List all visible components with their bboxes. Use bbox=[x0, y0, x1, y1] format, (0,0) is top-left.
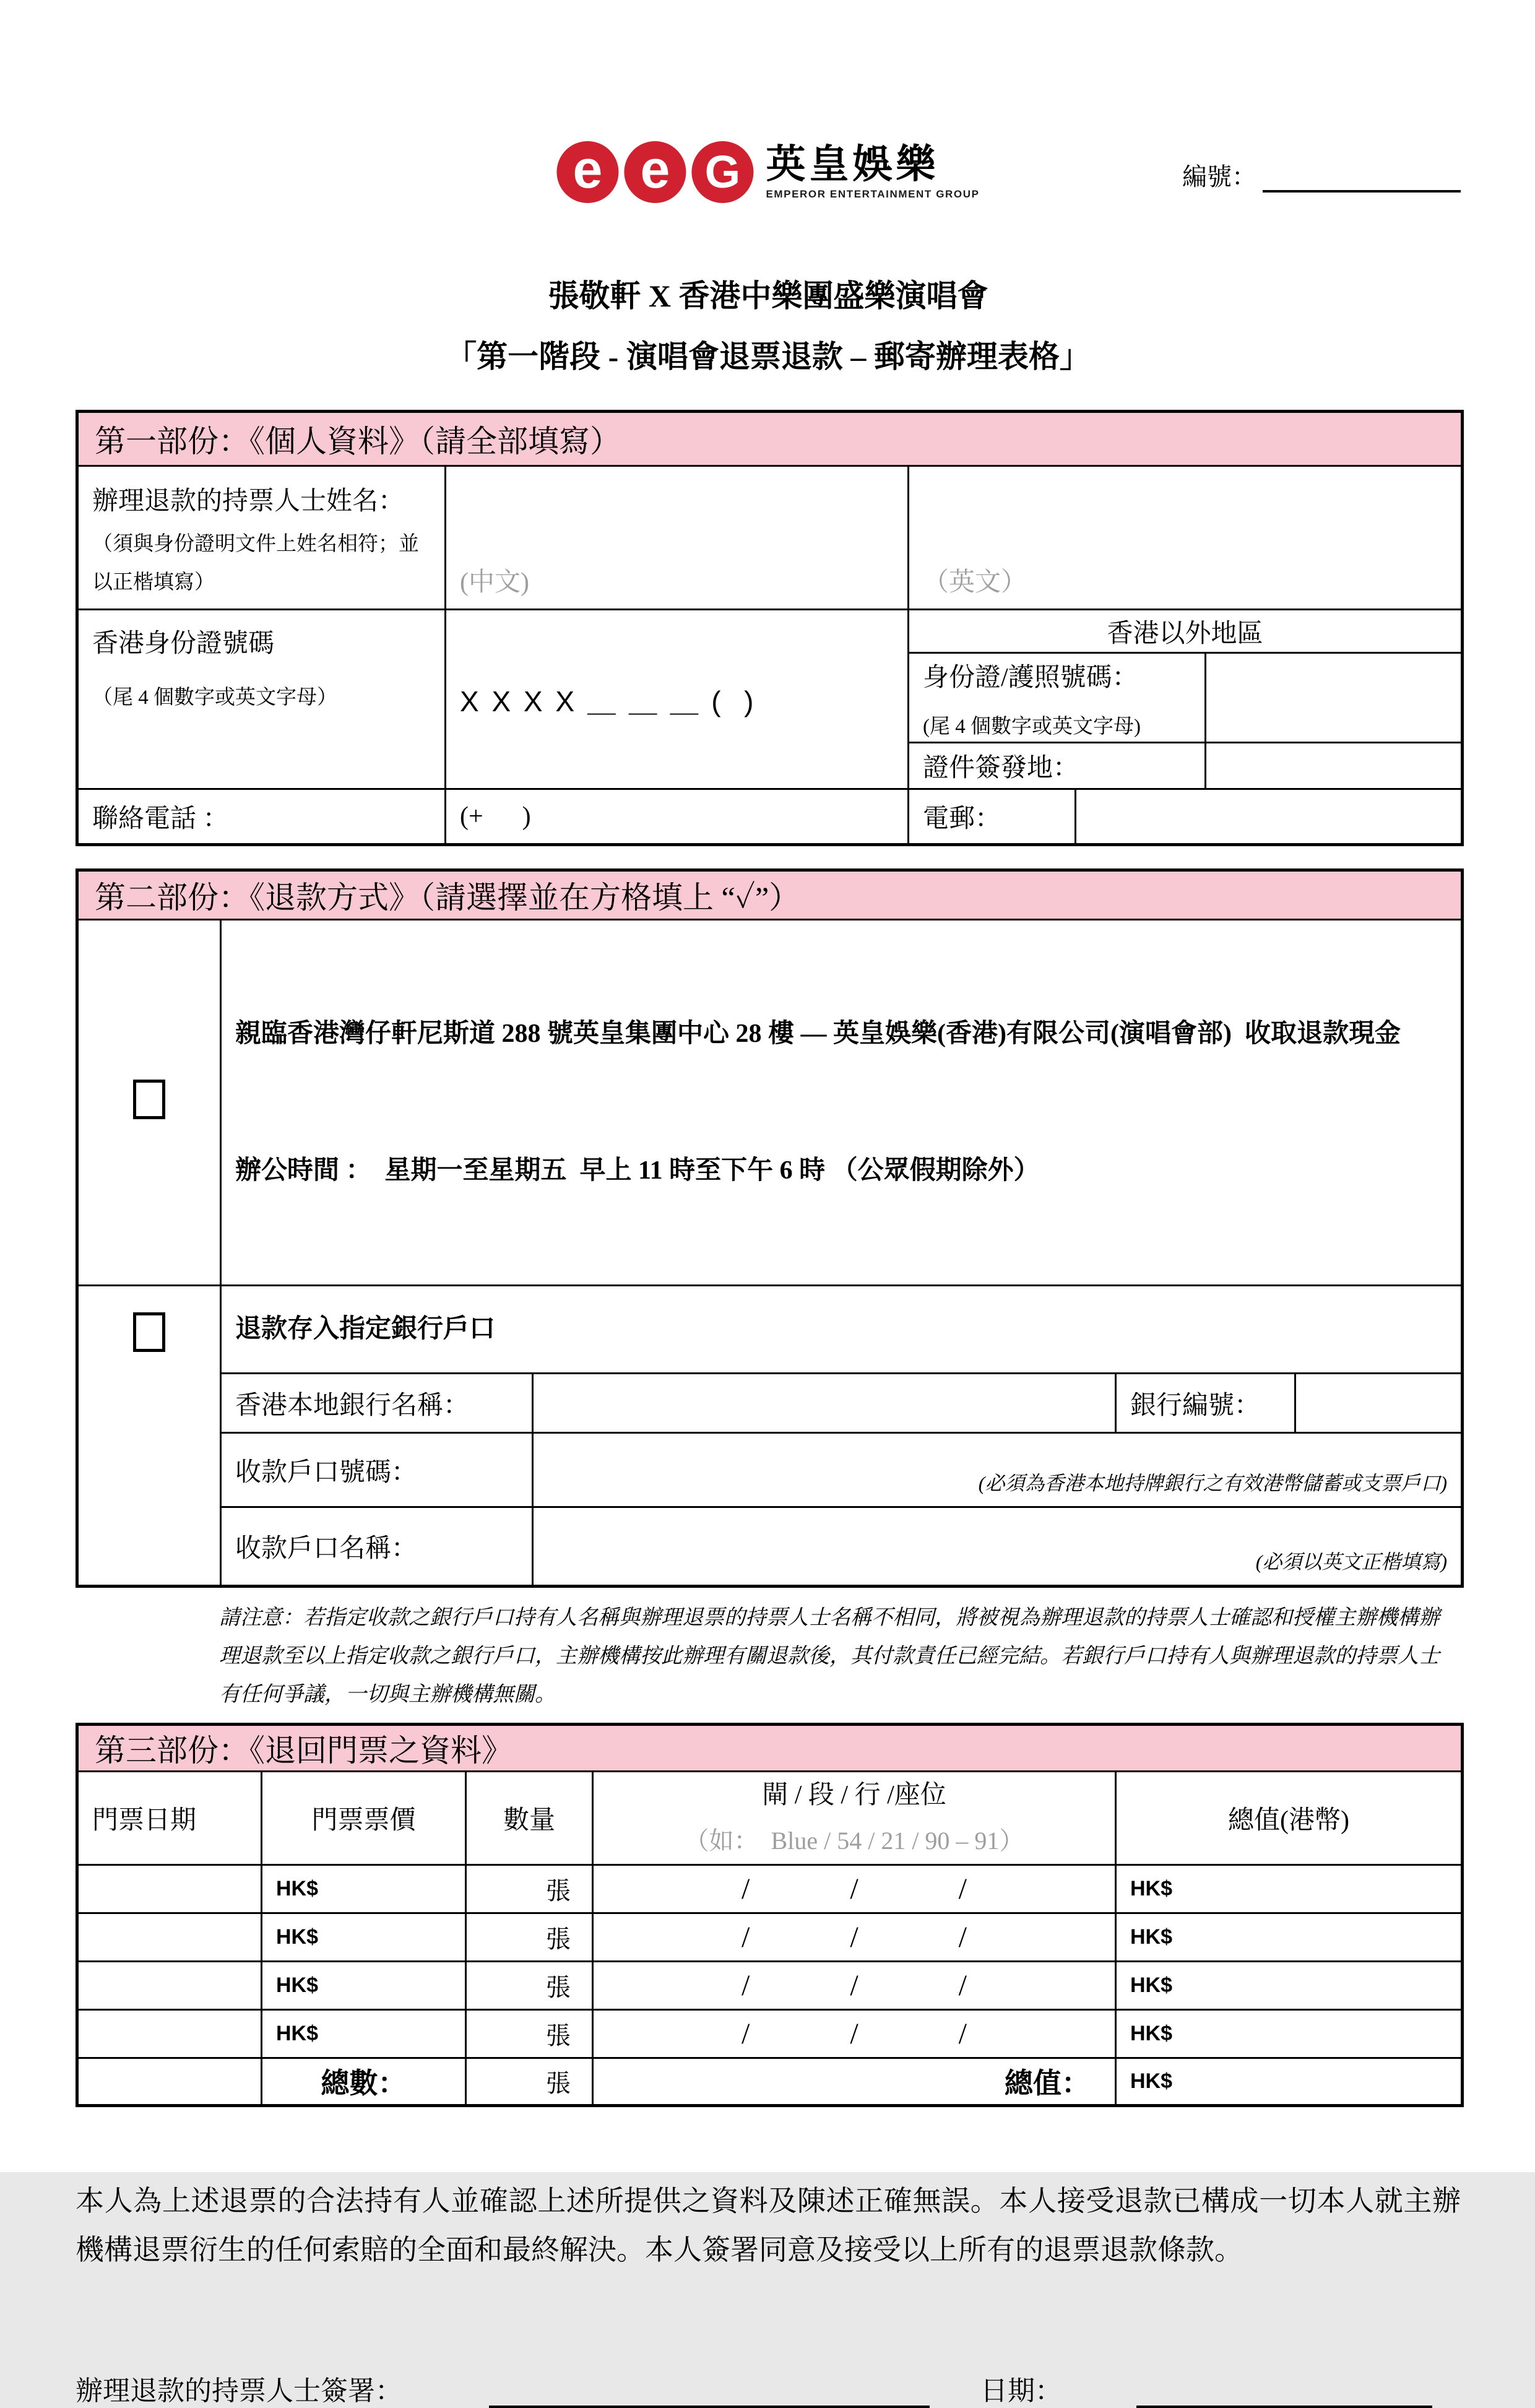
ticket-price-input-cell[interactable]: HK$ bbox=[262, 1961, 466, 2009]
logo-chinese-name: 英皇娛樂 bbox=[766, 142, 940, 187]
ticket-date-input-cell[interactable] bbox=[77, 2009, 262, 2058]
ticket-seat-input-cell[interactable]: / / / bbox=[593, 1913, 1116, 1961]
ticket-row bbox=[77, 1864, 1463, 1913]
signature-label: 辦理退款的持票人士簽署： bbox=[76, 2375, 402, 2406]
issue-place-input-cell[interactable] bbox=[1206, 743, 1463, 789]
ticket-seat-input-cell[interactable]: / / / bbox=[593, 2009, 1116, 2058]
ticket-qty-input-cell[interactable]: 張 bbox=[466, 1961, 593, 2009]
ticket-price-input-cell[interactable]: HK$ bbox=[262, 1864, 466, 1913]
ticket-seat-input-cell[interactable]: / / / bbox=[593, 1961, 1116, 2009]
total-count-label: 總數： bbox=[262, 2058, 466, 2105]
passport-label: 身份證/護照號碼： bbox=[923, 663, 1138, 692]
name-note-line2: 以正楷填寫） bbox=[92, 571, 215, 594]
bank-name-label: 香港本地銀行名稱： bbox=[235, 1391, 470, 1420]
declaration-paragraph: 本人為上述退票的合法持有人並確認上述所提供之資料及陳述正確無誤。本人接受退款已構成一切本人就主辦機構退票衍生的任何索賠的全面和最終解決。本人簽署同意及接受以上所有的退票退款條款。 bbox=[76, 2185, 1461, 2266]
ticket-value-input-cell[interactable]: HK$ bbox=[1116, 1913, 1463, 1961]
passport-input-cell[interactable] bbox=[1206, 653, 1463, 743]
form-header bbox=[76, 141, 1461, 240]
bank-code-label: 銀行編號： bbox=[1130, 1391, 1261, 1420]
logo-circle-e2-icon: e bbox=[624, 141, 686, 203]
phone-label: 聯絡電話 ： bbox=[92, 805, 229, 833]
ticket-qty-input-cell[interactable]: 張 bbox=[466, 2009, 593, 2058]
ticket-date-input-cell[interactable] bbox=[77, 1913, 262, 1961]
issue-place-label-cell bbox=[909, 743, 1206, 789]
total-value-label: 總值： bbox=[593, 2058, 1116, 2105]
email-label-cell bbox=[909, 789, 1076, 845]
form-subtitle: 「第一階段 - 演唱會退票退款 – 郵寄辦理表格」 bbox=[446, 339, 1091, 374]
phone-label-cell bbox=[77, 789, 446, 845]
account-name-label: 收款戶口名稱： bbox=[235, 1535, 418, 1563]
total-value-input-cell[interactable]: HK$ bbox=[1116, 2058, 1463, 2105]
ticket-date-input-cell[interactable] bbox=[77, 1961, 262, 2009]
cash-option-line1: 親臨香港灣仔軒尼斯道 288 號英皇集團中心 28 樓 — 英皇娛樂(香港)有限公司(演唱會部) 收取退款現金 bbox=[235, 1020, 1401, 1048]
ticket-price-input-cell[interactable]: HK$ bbox=[262, 1913, 466, 1961]
logo-wordmark bbox=[766, 144, 979, 200]
col-header-total-value: 總值(港幣) bbox=[1116, 1771, 1463, 1864]
form-content bbox=[76, 0, 1461, 2408]
account-number-label: 收款戶口號碼： bbox=[235, 1458, 418, 1487]
english-name-hint: （英文） bbox=[923, 568, 1027, 597]
refund-method-table bbox=[76, 868, 1464, 1588]
cash-option-text-cell bbox=[221, 920, 1463, 1286]
eeg-logo-circles-icon bbox=[556, 141, 753, 203]
concert-title: 張敬軒 X 香港中樂團盛樂演唱會 bbox=[548, 279, 988, 313]
cash-option-line2: 辦公時間 ： 星期一至星期五 早上 11 時至下午 6 時 （公眾假期除外） bbox=[235, 1156, 1040, 1185]
english-name-input-cell[interactable] bbox=[909, 466, 1463, 610]
passport-note: (尾 4 個數字或英文字母) bbox=[923, 715, 1141, 738]
overseas-header-cell: 香港以外地區 bbox=[909, 610, 1463, 653]
bank-transfer-notice: 請注意：若指定收款之銀行戶口持有人名稱與辦理退票的持票人士名稱不相同，將被視為辦理退款的持票人士確認和授權主辦機構辦理退款至以上指定收款之銀行戶口，主辦機構按此辦理有關退款後，其付款責任已經完結。若銀行戶口持有人與辦理退款的持票人士有任何爭議，一切與主辦機構無關。 bbox=[219, 1606, 1440, 1706]
returned-tickets-table bbox=[76, 1723, 1464, 2107]
ticket-row bbox=[77, 1913, 1463, 1961]
ticket-value-input-cell[interactable]: HK$ bbox=[1116, 1864, 1463, 1913]
ticket-date-input-cell[interactable] bbox=[77, 1864, 262, 1913]
section2-header: 第二部份：《退款方式》（請選擇並在方格填上 “✓”） bbox=[77, 870, 1463, 920]
hkid-label-cell bbox=[77, 610, 446, 789]
seat-header-label: 閘 / 段 / 行 /座位 bbox=[762, 1781, 946, 1810]
ticket-seat-input-cell[interactable]: / / / bbox=[593, 1864, 1116, 1913]
reference-number-field bbox=[1182, 157, 1461, 193]
date-label: 日期： bbox=[980, 2375, 1062, 2406]
account-number-label-cell bbox=[221, 1433, 533, 1507]
hkid-label: 香港身份證號碼 bbox=[92, 630, 275, 658]
bank-name-input-cell[interactable] bbox=[533, 1374, 1116, 1433]
section1-header: 第一部份：《個人資料》（請全部填寫） bbox=[77, 412, 1463, 466]
issue-place-label: 證件簽發地： bbox=[923, 754, 1079, 782]
reference-number-label: 編號： bbox=[1182, 163, 1256, 191]
date-input-line[interactable] bbox=[1136, 2373, 1432, 2408]
ticket-value-input-cell[interactable]: HK$ bbox=[1116, 2009, 1463, 2058]
account-number-note: (必須為香港本地持牌銀行之有效港幣儲蓄或支票戶口) bbox=[978, 1472, 1448, 1494]
ticket-row bbox=[77, 1961, 1463, 2009]
bank-option-checkbox[interactable] bbox=[133, 1312, 165, 1352]
bank-option-text-cell: 退款存入指定銀行戶口 bbox=[221, 1286, 1463, 1374]
signature-row bbox=[76, 2368, 1461, 2408]
account-name-input-cell[interactable] bbox=[533, 1507, 1463, 1587]
name-label-cell bbox=[77, 466, 446, 610]
hkid-note: （尾 4 個數字或英文字母） bbox=[92, 686, 337, 709]
logo-circle-e1-icon: e bbox=[556, 141, 618, 203]
account-name-label-cell bbox=[221, 1507, 533, 1587]
col-header-ticket-price: 門票票價 bbox=[262, 1771, 466, 1864]
personal-info-table bbox=[76, 410, 1464, 846]
email-input-cell[interactable] bbox=[1076, 789, 1463, 845]
chinese-name-input-cell[interactable] bbox=[446, 466, 909, 610]
name-label: 辦理退款的持票人士姓名： bbox=[92, 487, 405, 516]
ticket-row bbox=[77, 2009, 1463, 2058]
ticket-qty-input-cell[interactable]: 張 bbox=[466, 1864, 593, 1913]
seat-header-example: （如： Blue / 54 / 21 / 90 – 91） bbox=[684, 1827, 1024, 1855]
passport-label-cell bbox=[909, 653, 1206, 743]
ticket-qty-input-cell[interactable]: 張 bbox=[466, 1913, 593, 1961]
col-header-quantity: 數量 bbox=[466, 1771, 593, 1864]
cash-option-cell bbox=[77, 920, 221, 1286]
ticket-price-input-cell[interactable]: HK$ bbox=[262, 2009, 466, 2058]
total-qty-input-cell[interactable]: 張 bbox=[466, 2058, 593, 2105]
eeg-logo bbox=[556, 141, 979, 203]
reference-number-input-line[interactable] bbox=[1263, 163, 1461, 193]
phone-input-cell[interactable]: (+ ) bbox=[446, 789, 909, 845]
totals-row bbox=[77, 2058, 1463, 2105]
hkid-input-cell[interactable]: X X X X ＿ ＿ ＿ ( ) bbox=[446, 610, 909, 789]
totals-empty-cell bbox=[77, 2058, 262, 2105]
signature-input-line[interactable] bbox=[489, 2373, 930, 2408]
account-name-note: (必須以英文正楷填寫) bbox=[1255, 1551, 1448, 1573]
name-note-line1: （須與身份證明文件上姓名相符；並 bbox=[92, 532, 419, 555]
section3-header: 第三部份：《退回門票之資料》 bbox=[77, 1724, 1463, 1771]
col-header-seat bbox=[593, 1771, 1116, 1864]
logo-circle-g-icon: G bbox=[691, 141, 753, 203]
logo-english-name: EMPEROR ENTERTAINMENT GROUP bbox=[766, 188, 980, 200]
cash-option-checkbox[interactable] bbox=[133, 1080, 165, 1119]
chinese-name-hint: (中文) bbox=[460, 568, 529, 597]
email-label: 電郵： bbox=[923, 805, 1001, 833]
ticket-value-input-cell[interactable]: HK$ bbox=[1116, 1961, 1463, 2009]
bank-code-input-cell[interactable] bbox=[1295, 1374, 1463, 1433]
account-number-input-cell[interactable] bbox=[533, 1433, 1463, 1507]
bank-code-label-cell bbox=[1116, 1374, 1295, 1433]
bank-option-cell bbox=[77, 1286, 221, 1587]
col-header-ticket-date: 門票日期 bbox=[77, 1771, 262, 1864]
bank-name-label-cell bbox=[221, 1374, 533, 1433]
